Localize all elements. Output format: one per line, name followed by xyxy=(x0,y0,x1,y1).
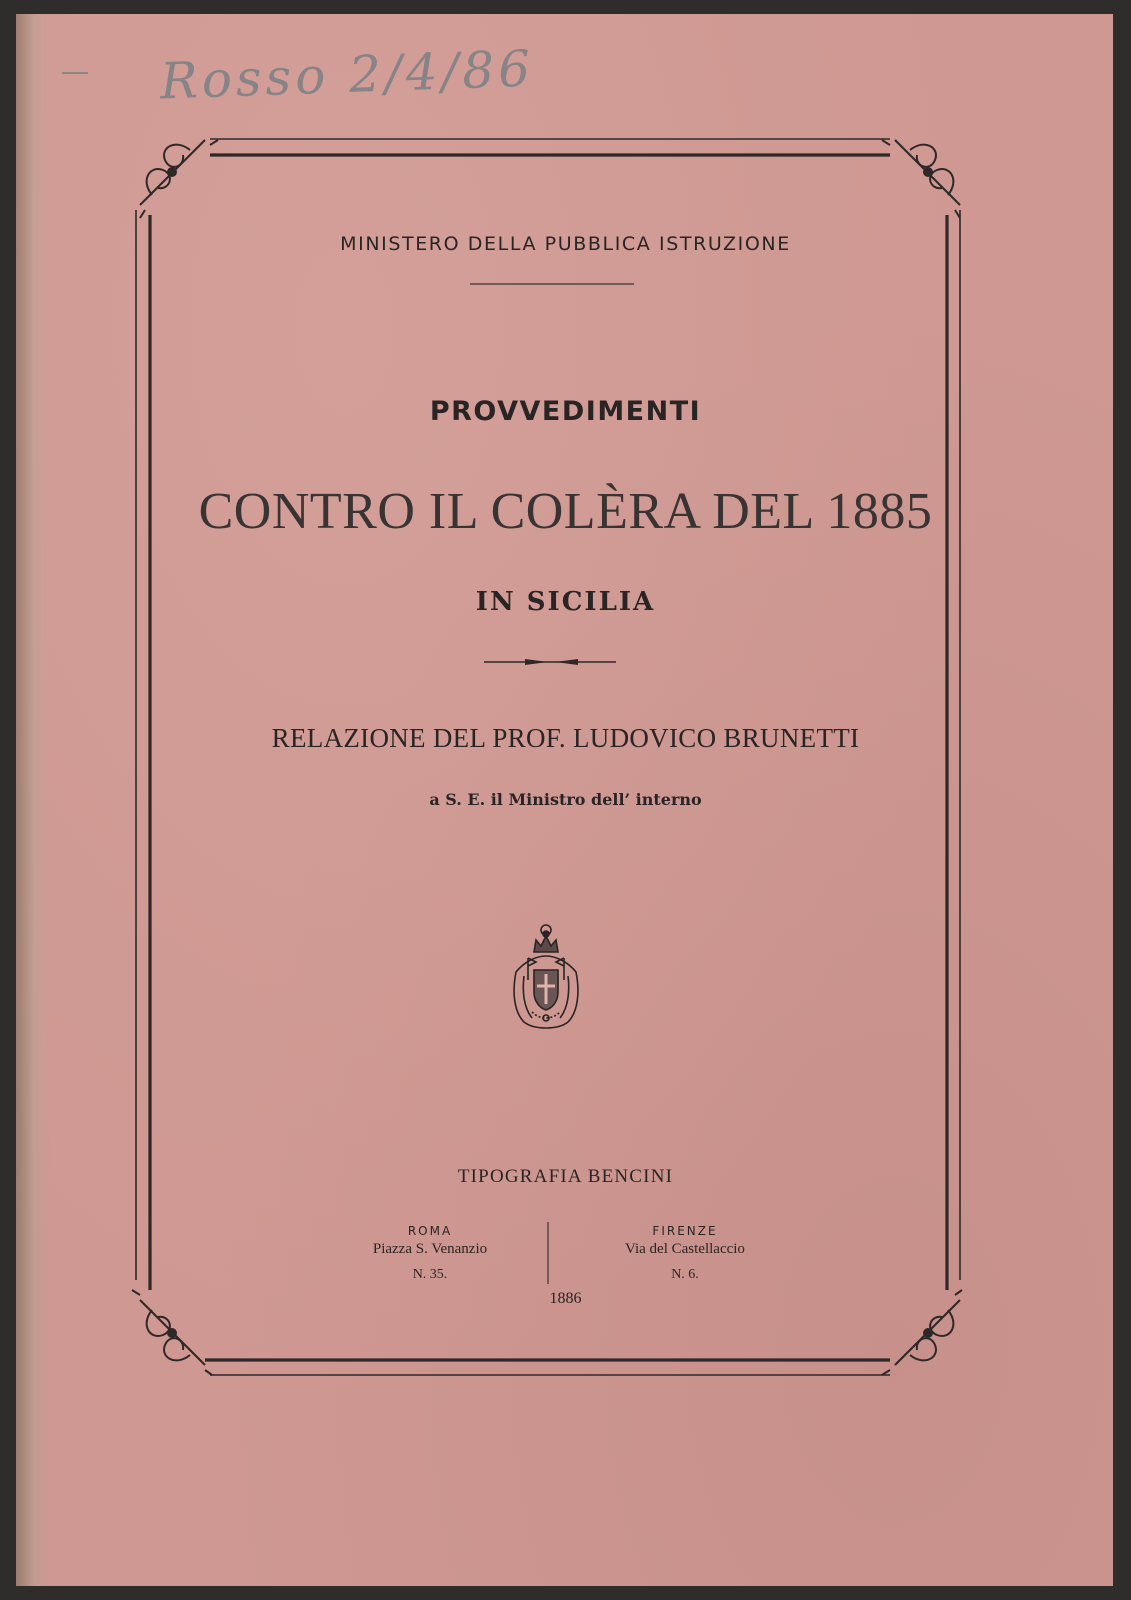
report-recipient: a S. E. il Ministro dell’ interno xyxy=(429,790,702,809)
report-author: RELAZIONE DEL PROF. LUDOVICO BRUNETTI xyxy=(271,723,860,753)
imprint-address: Piazza S. Venanzio xyxy=(372,1241,488,1257)
handwritten-note: Rosso 2/4/86 xyxy=(159,39,535,111)
imprint-address: Via del Castellaccio xyxy=(625,1241,745,1257)
ornamental-rule xyxy=(484,659,616,665)
imprint-florence xyxy=(575,1224,795,1283)
imprint-number: N. 6. xyxy=(671,1267,699,1282)
imprint-city: ROMA xyxy=(407,1224,453,1238)
title-colera: CONTRO IL COLÈRA DEL 1885 xyxy=(198,483,933,540)
title-sicilia: IN SICILIA xyxy=(475,587,656,617)
royal-coat-of-arms-icon xyxy=(504,922,588,1032)
publication-year: 1886 xyxy=(549,1290,582,1307)
printer-name: TIPOGRAFIA BENCINI xyxy=(457,1166,674,1187)
imprint-rome xyxy=(320,1224,540,1283)
imprint-city: FIRENZE xyxy=(652,1224,718,1238)
imprint-number: N. 35. xyxy=(412,1267,448,1282)
corner-ornament-top-left xyxy=(140,140,218,218)
corner-ornament-top-right xyxy=(882,140,960,218)
ministry-heading: MINISTERO DELLA PUBBLICA ISTRUZIONE xyxy=(340,233,791,255)
title-provvedimenti: PROVVEDIMENTI xyxy=(429,396,702,427)
